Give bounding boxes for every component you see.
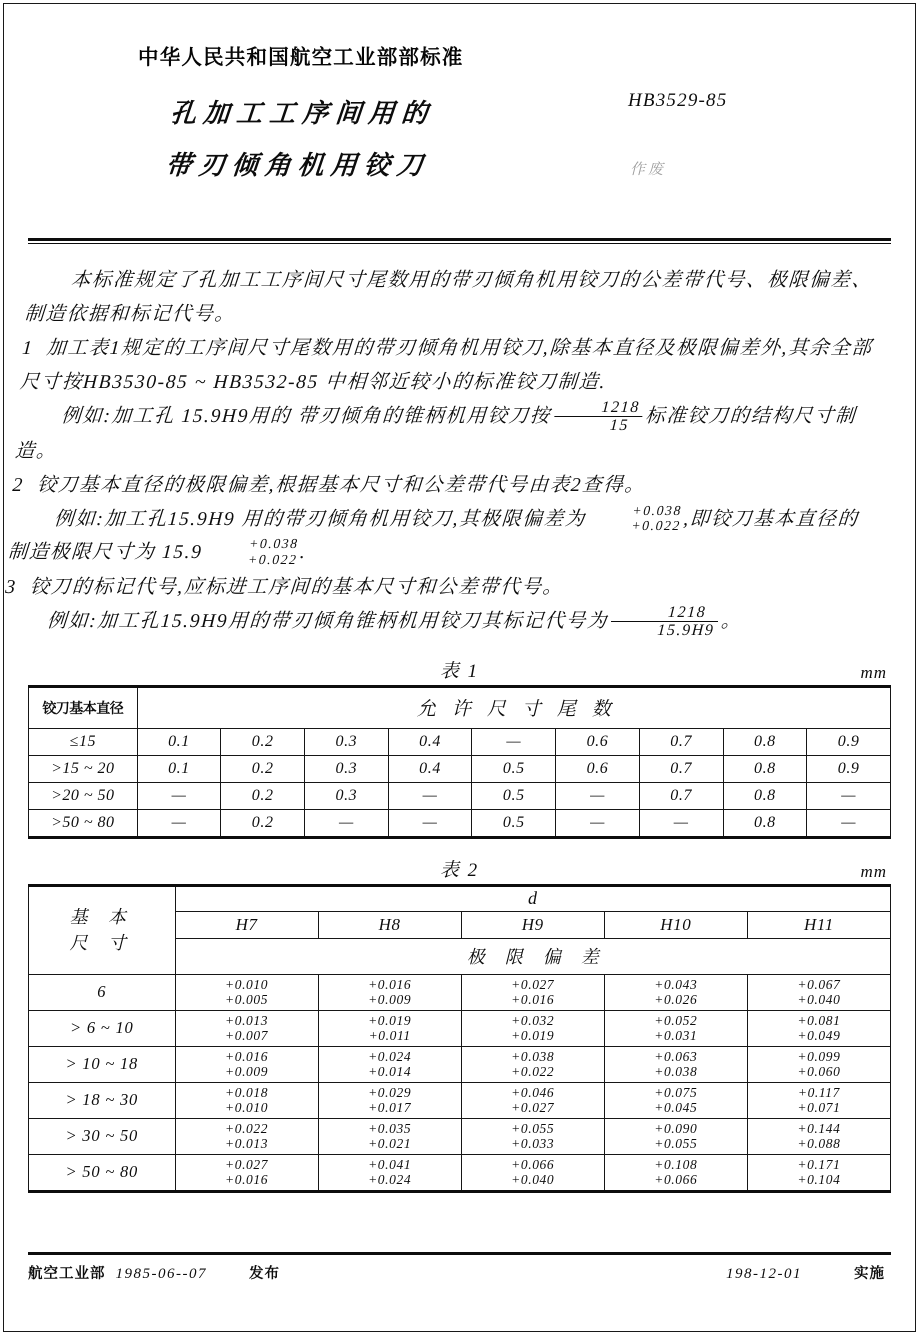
item-1-example bbox=[14, 399, 882, 468]
table-2-block bbox=[28, 855, 891, 1193]
item-1-number: 1 bbox=[21, 338, 35, 359]
paragraph-scope bbox=[23, 264, 891, 331]
table-1-value-cell: 0.9 bbox=[807, 728, 891, 755]
deviation-upper: +0.032 bbox=[511, 1012, 555, 1028]
table-2-col1-header-line2: 尺 寸 bbox=[69, 933, 135, 953]
deviation-upper: +0.022 bbox=[225, 1120, 269, 1136]
deviation-upper: +0.041 bbox=[368, 1156, 412, 1172]
table-2-deviation-cell bbox=[604, 1082, 747, 1118]
body-text bbox=[2, 264, 891, 640]
item-1-fraction-numerator: 1218 bbox=[554, 399, 644, 417]
page-content bbox=[4, 18, 891, 1317]
table-2-deviation-cell bbox=[604, 1010, 747, 1046]
deviation-lower: +0.027 bbox=[511, 1100, 555, 1115]
table-1-caption: 表 1 bbox=[439, 660, 480, 682]
table-1-value-cell: — bbox=[807, 809, 891, 837]
table-1-value-cell: 0.8 bbox=[723, 782, 807, 809]
table-1-value-cell: 0.4 bbox=[388, 755, 472, 782]
table-1-value-cell: 0.3 bbox=[305, 782, 389, 809]
table-1-value-cell: 0.8 bbox=[723, 809, 807, 837]
table-2-deviation-cell bbox=[318, 974, 461, 1010]
table-1-value-cell: 0.2 bbox=[221, 809, 305, 837]
deviation-upper: +0.018 bbox=[225, 1084, 269, 1100]
deviation-lower: +0.045 bbox=[654, 1100, 698, 1115]
table-2-head bbox=[29, 885, 891, 974]
deviation-lower: +0.022 bbox=[511, 1064, 555, 1079]
document-title bbox=[163, 88, 436, 192]
table-2-deviation-cell bbox=[461, 1154, 604, 1191]
table-2-grade-header: H10 bbox=[604, 911, 747, 938]
table-1-value-cell: — bbox=[137, 809, 221, 837]
table-2-deviation-cell bbox=[747, 1118, 890, 1154]
item-2-example-mid: ,即铰刀基本直径的制造极限尺寸为 15.9 bbox=[7, 508, 860, 563]
page-footer bbox=[28, 1252, 891, 1283]
table-2-deviation-cell bbox=[747, 1046, 890, 1082]
deviation-upper: +0.099 bbox=[797, 1048, 841, 1064]
item-2-example bbox=[7, 503, 875, 570]
table-2-deviation-cell bbox=[175, 1010, 318, 1046]
deviation-upper: +0.046 bbox=[511, 1084, 555, 1100]
deviation-upper: +0.090 bbox=[654, 1120, 698, 1136]
deviation-upper: +0.081 bbox=[797, 1012, 841, 1028]
deviation-lower: +0.009 bbox=[368, 992, 412, 1007]
table-2-size-cell: > 10 ~ 18 bbox=[29, 1046, 176, 1082]
deviation-upper: +0.024 bbox=[368, 1048, 412, 1064]
paragraph-item-3 bbox=[2, 571, 870, 640]
item-2-body bbox=[11, 469, 876, 503]
deviation-lower: +0.007 bbox=[225, 1028, 269, 1043]
deviation-upper: +0.029 bbox=[368, 1084, 412, 1100]
table-1-value-cell: 0.4 bbox=[388, 728, 472, 755]
deviation-lower: +0.014 bbox=[368, 1064, 412, 1079]
table-2-deviation-cell bbox=[747, 1082, 890, 1118]
table-2-deviation-cell bbox=[318, 1082, 461, 1118]
deviation-upper: +0.117 bbox=[797, 1084, 840, 1100]
item-3-body bbox=[4, 571, 869, 605]
table-2-d-row bbox=[29, 885, 891, 911]
table-2-deviation-cell bbox=[747, 974, 890, 1010]
deviation-lower: +0.040 bbox=[797, 992, 841, 1007]
table-row bbox=[29, 1118, 891, 1154]
table-2-deviation-cell bbox=[747, 1154, 890, 1191]
table-1-value-cell: 0.1 bbox=[137, 728, 221, 755]
table-2-deviation-cell bbox=[175, 1118, 318, 1154]
deviation-lower: +0.010 bbox=[225, 1100, 269, 1115]
deviation-upper: +0.027 bbox=[225, 1156, 269, 1172]
table-1-span-header: 允许尺寸尾数 bbox=[137, 686, 890, 728]
table-1-range-cell: >50 ~ 80 bbox=[29, 809, 138, 837]
title-line-1: 孔加工工序间用的 bbox=[169, 99, 436, 128]
paragraph-item-2 bbox=[7, 469, 877, 570]
deviation-lower: +0.019 bbox=[511, 1028, 555, 1043]
deviation-lower: +0.005 bbox=[225, 992, 269, 1007]
table-2-col1-header bbox=[29, 885, 176, 974]
table-1-header-row bbox=[29, 686, 891, 728]
item-3-fraction bbox=[610, 604, 720, 640]
table-2-deviation-cell bbox=[175, 974, 318, 1010]
item-1-fraction bbox=[553, 399, 644, 435]
table-2-size-cell: > 30 ~ 50 bbox=[29, 1118, 176, 1154]
deviation-lower: +0.021 bbox=[368, 1136, 412, 1151]
deviation-lower: +0.016 bbox=[225, 1172, 269, 1187]
deviation-lower: +0.088 bbox=[797, 1136, 841, 1151]
deviation-lower: +0.104 bbox=[797, 1172, 841, 1187]
table-1-value-cell: 0.5 bbox=[472, 755, 556, 782]
footer-organization: 航空工业部 bbox=[28, 1266, 106, 1282]
table-2-deviation-cell bbox=[318, 1010, 461, 1046]
table-2-grade-header: H9 bbox=[461, 911, 604, 938]
deviation-upper: +0.067 bbox=[797, 976, 841, 992]
footer-row bbox=[28, 1262, 891, 1283]
table-2-caption-row bbox=[28, 855, 891, 882]
table-1-value-cell: 0.5 bbox=[472, 782, 556, 809]
table-1-value-cell: 0.6 bbox=[556, 755, 640, 782]
table-1-value-cell: 0.3 bbox=[305, 755, 389, 782]
item-3-fraction-denominator: 15.9H9 bbox=[656, 622, 716, 640]
table-2-deviation-cell bbox=[175, 1046, 318, 1082]
table-2-deviation-cell bbox=[604, 1046, 747, 1082]
deviation-upper: +0.016 bbox=[368, 976, 412, 992]
deviation-lower: +0.026 bbox=[654, 992, 698, 1007]
deviation-lower: +0.038 bbox=[654, 1064, 698, 1079]
table-row bbox=[29, 974, 891, 1010]
table-2-grade-header: H11 bbox=[747, 911, 890, 938]
table-2-deviation-cell bbox=[318, 1154, 461, 1191]
footer-divider bbox=[28, 1252, 891, 1255]
deviation-upper: +0.013 bbox=[225, 1012, 269, 1028]
item-3-example bbox=[2, 604, 867, 640]
scope-text: 本标准规定了孔加工工序间尺寸尾数用的带刃倾角机用铰刀的公差带代号、极限偏差、制造依据和标记代号。 bbox=[23, 270, 874, 325]
deviation-upper: +0.144 bbox=[797, 1120, 841, 1136]
table-1-value-cell: — bbox=[807, 782, 891, 809]
table-2-grade-header: H8 bbox=[318, 911, 461, 938]
item-2-tolerance-1-upper: +0.038 bbox=[631, 502, 683, 518]
table-2-dev-header: 极限偏差 bbox=[175, 938, 890, 974]
deviation-upper: +0.027 bbox=[511, 976, 555, 992]
table-2-deviation-cell bbox=[461, 1046, 604, 1082]
table-1-range-cell: ≤15 bbox=[29, 728, 138, 755]
item-2-text: 铰刀基本直径的极限偏差,根据基本尺寸和公差带代号由表2查得。 bbox=[36, 475, 647, 496]
table-2-deviation-cell bbox=[604, 974, 747, 1010]
deviation-upper: +0.038 bbox=[511, 1048, 555, 1064]
table-row bbox=[29, 728, 891, 755]
table-1-value-cell: — bbox=[556, 809, 640, 837]
deviation-lower: +0.033 bbox=[511, 1136, 555, 1151]
deviation-lower: +0.040 bbox=[511, 1172, 555, 1187]
item-3-number: 3 bbox=[4, 576, 18, 598]
deviation-upper: +0.043 bbox=[654, 976, 698, 992]
table-2-caption: 表 2 bbox=[439, 859, 480, 881]
table-1-value-cell: 0.2 bbox=[221, 728, 305, 755]
table-1-block bbox=[28, 656, 891, 839]
table-1-value-cell: 0.3 bbox=[305, 728, 389, 755]
table-1-value-cell: 0.8 bbox=[723, 755, 807, 782]
table-1-body bbox=[29, 728, 891, 837]
table-2-deviation-cell bbox=[175, 1154, 318, 1191]
table-1-value-cell: 0.6 bbox=[556, 728, 640, 755]
table-2-grade-header: H7 bbox=[175, 911, 318, 938]
item-1-text: 加工表1规定的工序间尺寸尾数用的带刃倾角机用铰刀,除基本直径及极限偏差外,其余全部尺寸按HB3530-85 ~ HB3532-85 中相邻近较小的标准铰刀制造. bbox=[19, 338, 874, 393]
title-zone bbox=[28, 84, 891, 234]
footer-effective-date: 198-12-01 bbox=[726, 1266, 802, 1282]
table-1-range-cell: >20 ~ 50 bbox=[29, 782, 138, 809]
table-2-col1-header-line1: 基 本 bbox=[69, 907, 135, 927]
footer-issue-date: 1985-06--07 bbox=[115, 1266, 207, 1282]
table-2-size-cell: 6 bbox=[29, 974, 176, 1010]
deviation-lower: +0.055 bbox=[654, 1136, 698, 1151]
deviation-upper: +0.171 bbox=[797, 1156, 841, 1172]
table-2-unit: mm bbox=[860, 861, 887, 881]
deviation-lower: +0.016 bbox=[511, 992, 555, 1007]
table-2-deviation-cell bbox=[318, 1118, 461, 1154]
item-3-fraction-numerator: 1218 bbox=[611, 604, 719, 622]
table-2-deviation-cell bbox=[604, 1118, 747, 1154]
table-1-value-cell: — bbox=[137, 782, 221, 809]
deviation-lower: +0.066 bbox=[654, 1172, 698, 1187]
item-3-example-pre: 例如:加工孔15.9H9用的带刃倾角锥柄机用铰刀其标记代号为 bbox=[46, 610, 609, 632]
table-2-deviation-cell bbox=[175, 1082, 318, 1118]
table-2-size-cell: > 50 ~ 80 bbox=[29, 1154, 176, 1191]
deviation-upper: +0.010 bbox=[225, 976, 269, 992]
table-1-value-cell: — bbox=[305, 809, 389, 837]
item-3-example-post: 。 bbox=[720, 610, 743, 632]
deviation-lower: +0.024 bbox=[368, 1172, 412, 1187]
table-1-value-cell: — bbox=[556, 782, 640, 809]
paragraph-item-1 bbox=[14, 332, 887, 468]
deviation-lower: +0.031 bbox=[654, 1028, 698, 1043]
table-1-col1-header: 铰刀基本直径 bbox=[29, 686, 138, 728]
deviation-lower: +0.071 bbox=[797, 1100, 841, 1115]
deviation-upper: +0.052 bbox=[654, 1012, 698, 1028]
table-2-size-cell: > 6 ~ 10 bbox=[29, 1010, 176, 1046]
table-1-value-cell: 0.9 bbox=[807, 755, 891, 782]
table-1-value-cell: 0.5 bbox=[472, 809, 556, 837]
table-2-deviation-cell bbox=[461, 1082, 604, 1118]
item-1-example-pre: 例如:加工孔 15.9H9用的 带刃倾角的锥柄机用铰刀按 bbox=[60, 405, 552, 427]
table-1-head bbox=[29, 686, 891, 728]
deviation-upper: +0.066 bbox=[511, 1156, 555, 1172]
table-1-value-cell: 0.7 bbox=[639, 728, 723, 755]
deviation-lower: +0.049 bbox=[797, 1028, 841, 1043]
deviation-lower: +0.011 bbox=[368, 1028, 411, 1043]
deviation-upper: +0.063 bbox=[654, 1048, 698, 1064]
issuer-header: 中华人民共和国航空工业部部标准 bbox=[138, 46, 464, 69]
table-1-value-cell: 0.2 bbox=[221, 755, 305, 782]
table-1-unit: mm bbox=[860, 662, 887, 682]
table-1-value-cell: — bbox=[388, 809, 472, 837]
table-2-body bbox=[29, 974, 891, 1191]
table-1-value-cell: 0.7 bbox=[639, 782, 723, 809]
item-1-fraction-denominator: 15 bbox=[609, 417, 630, 435]
footer-effective-label: 实施 bbox=[854, 1266, 885, 1282]
table-1-value-cell: 0.1 bbox=[137, 755, 221, 782]
table-row bbox=[29, 1046, 891, 1082]
deviation-upper: +0.075 bbox=[654, 1084, 698, 1100]
table-2-deviation-cell bbox=[604, 1154, 747, 1191]
deviation-upper: +0.016 bbox=[225, 1048, 269, 1064]
table-1-value-cell: — bbox=[472, 728, 556, 755]
item-2-tolerance-2 bbox=[204, 536, 300, 567]
deviation-lower: +0.060 bbox=[797, 1064, 841, 1079]
table-1 bbox=[28, 685, 891, 839]
table-1-value-cell: 0.2 bbox=[221, 782, 305, 809]
table-row bbox=[29, 1082, 891, 1118]
item-2-number: 2 bbox=[11, 475, 25, 496]
table-1-caption-row bbox=[28, 656, 891, 683]
table-2-deviation-cell bbox=[747, 1010, 890, 1046]
table-1-value-cell: 0.7 bbox=[639, 755, 723, 782]
table-2 bbox=[28, 884, 891, 1193]
table-1-value-cell: — bbox=[639, 809, 723, 837]
deviation-upper: +0.055 bbox=[511, 1120, 555, 1136]
table-1-range-cell: >15 ~ 20 bbox=[29, 755, 138, 782]
standard-number: HB3529-85 bbox=[628, 90, 728, 111]
header-divider bbox=[28, 238, 891, 244]
table-2-deviation-cell bbox=[461, 974, 604, 1010]
item-2-example-pre: 例如:加工孔15.9H9 用的带刃倾角机用铰刀,其极限偏差为 bbox=[53, 508, 587, 530]
table-row bbox=[29, 809, 891, 837]
item-2-tolerance-2-upper: +0.038 bbox=[248, 536, 300, 552]
void-stamp: 作废 bbox=[630, 162, 667, 178]
item-3-text: 铰刀的标记代号,应标进工序间的基本尺寸和公差带代号。 bbox=[28, 576, 565, 598]
table-row bbox=[29, 782, 891, 809]
item-2-tolerance-1-lower: +0.022 bbox=[630, 518, 682, 534]
table-row bbox=[29, 755, 891, 782]
table-1-value-cell: 0.8 bbox=[723, 728, 807, 755]
deviation-lower: +0.009 bbox=[225, 1064, 269, 1079]
table-row bbox=[29, 1154, 891, 1191]
title-line-2: 带刃倾角机用铰刀 bbox=[164, 151, 432, 180]
table-2-deviation-cell bbox=[461, 1118, 604, 1154]
item-2-tolerance-1 bbox=[587, 503, 683, 534]
item-2-example-post: . bbox=[299, 542, 308, 563]
deviation-upper: +0.035 bbox=[368, 1120, 412, 1136]
table-1-value-cell: — bbox=[388, 782, 472, 809]
table-row bbox=[29, 1010, 891, 1046]
item-1-example-post: 标准铰刀的结构尺寸制造。 bbox=[14, 405, 857, 462]
item-2-tolerance-2-lower: +0.022 bbox=[247, 551, 299, 567]
table-2-deviation-cell bbox=[461, 1010, 604, 1046]
item-1-body bbox=[19, 332, 887, 399]
table-2-d-header: d bbox=[175, 885, 890, 911]
table-2-size-cell: > 18 ~ 30 bbox=[29, 1082, 176, 1118]
footer-issue-label: 发布 bbox=[249, 1266, 280, 1282]
deviation-lower: +0.013 bbox=[225, 1136, 269, 1151]
deviation-upper: +0.019 bbox=[368, 1012, 412, 1028]
deviation-upper: +0.108 bbox=[654, 1156, 698, 1172]
table-2-deviation-cell bbox=[318, 1046, 461, 1082]
deviation-lower: +0.017 bbox=[368, 1100, 412, 1115]
